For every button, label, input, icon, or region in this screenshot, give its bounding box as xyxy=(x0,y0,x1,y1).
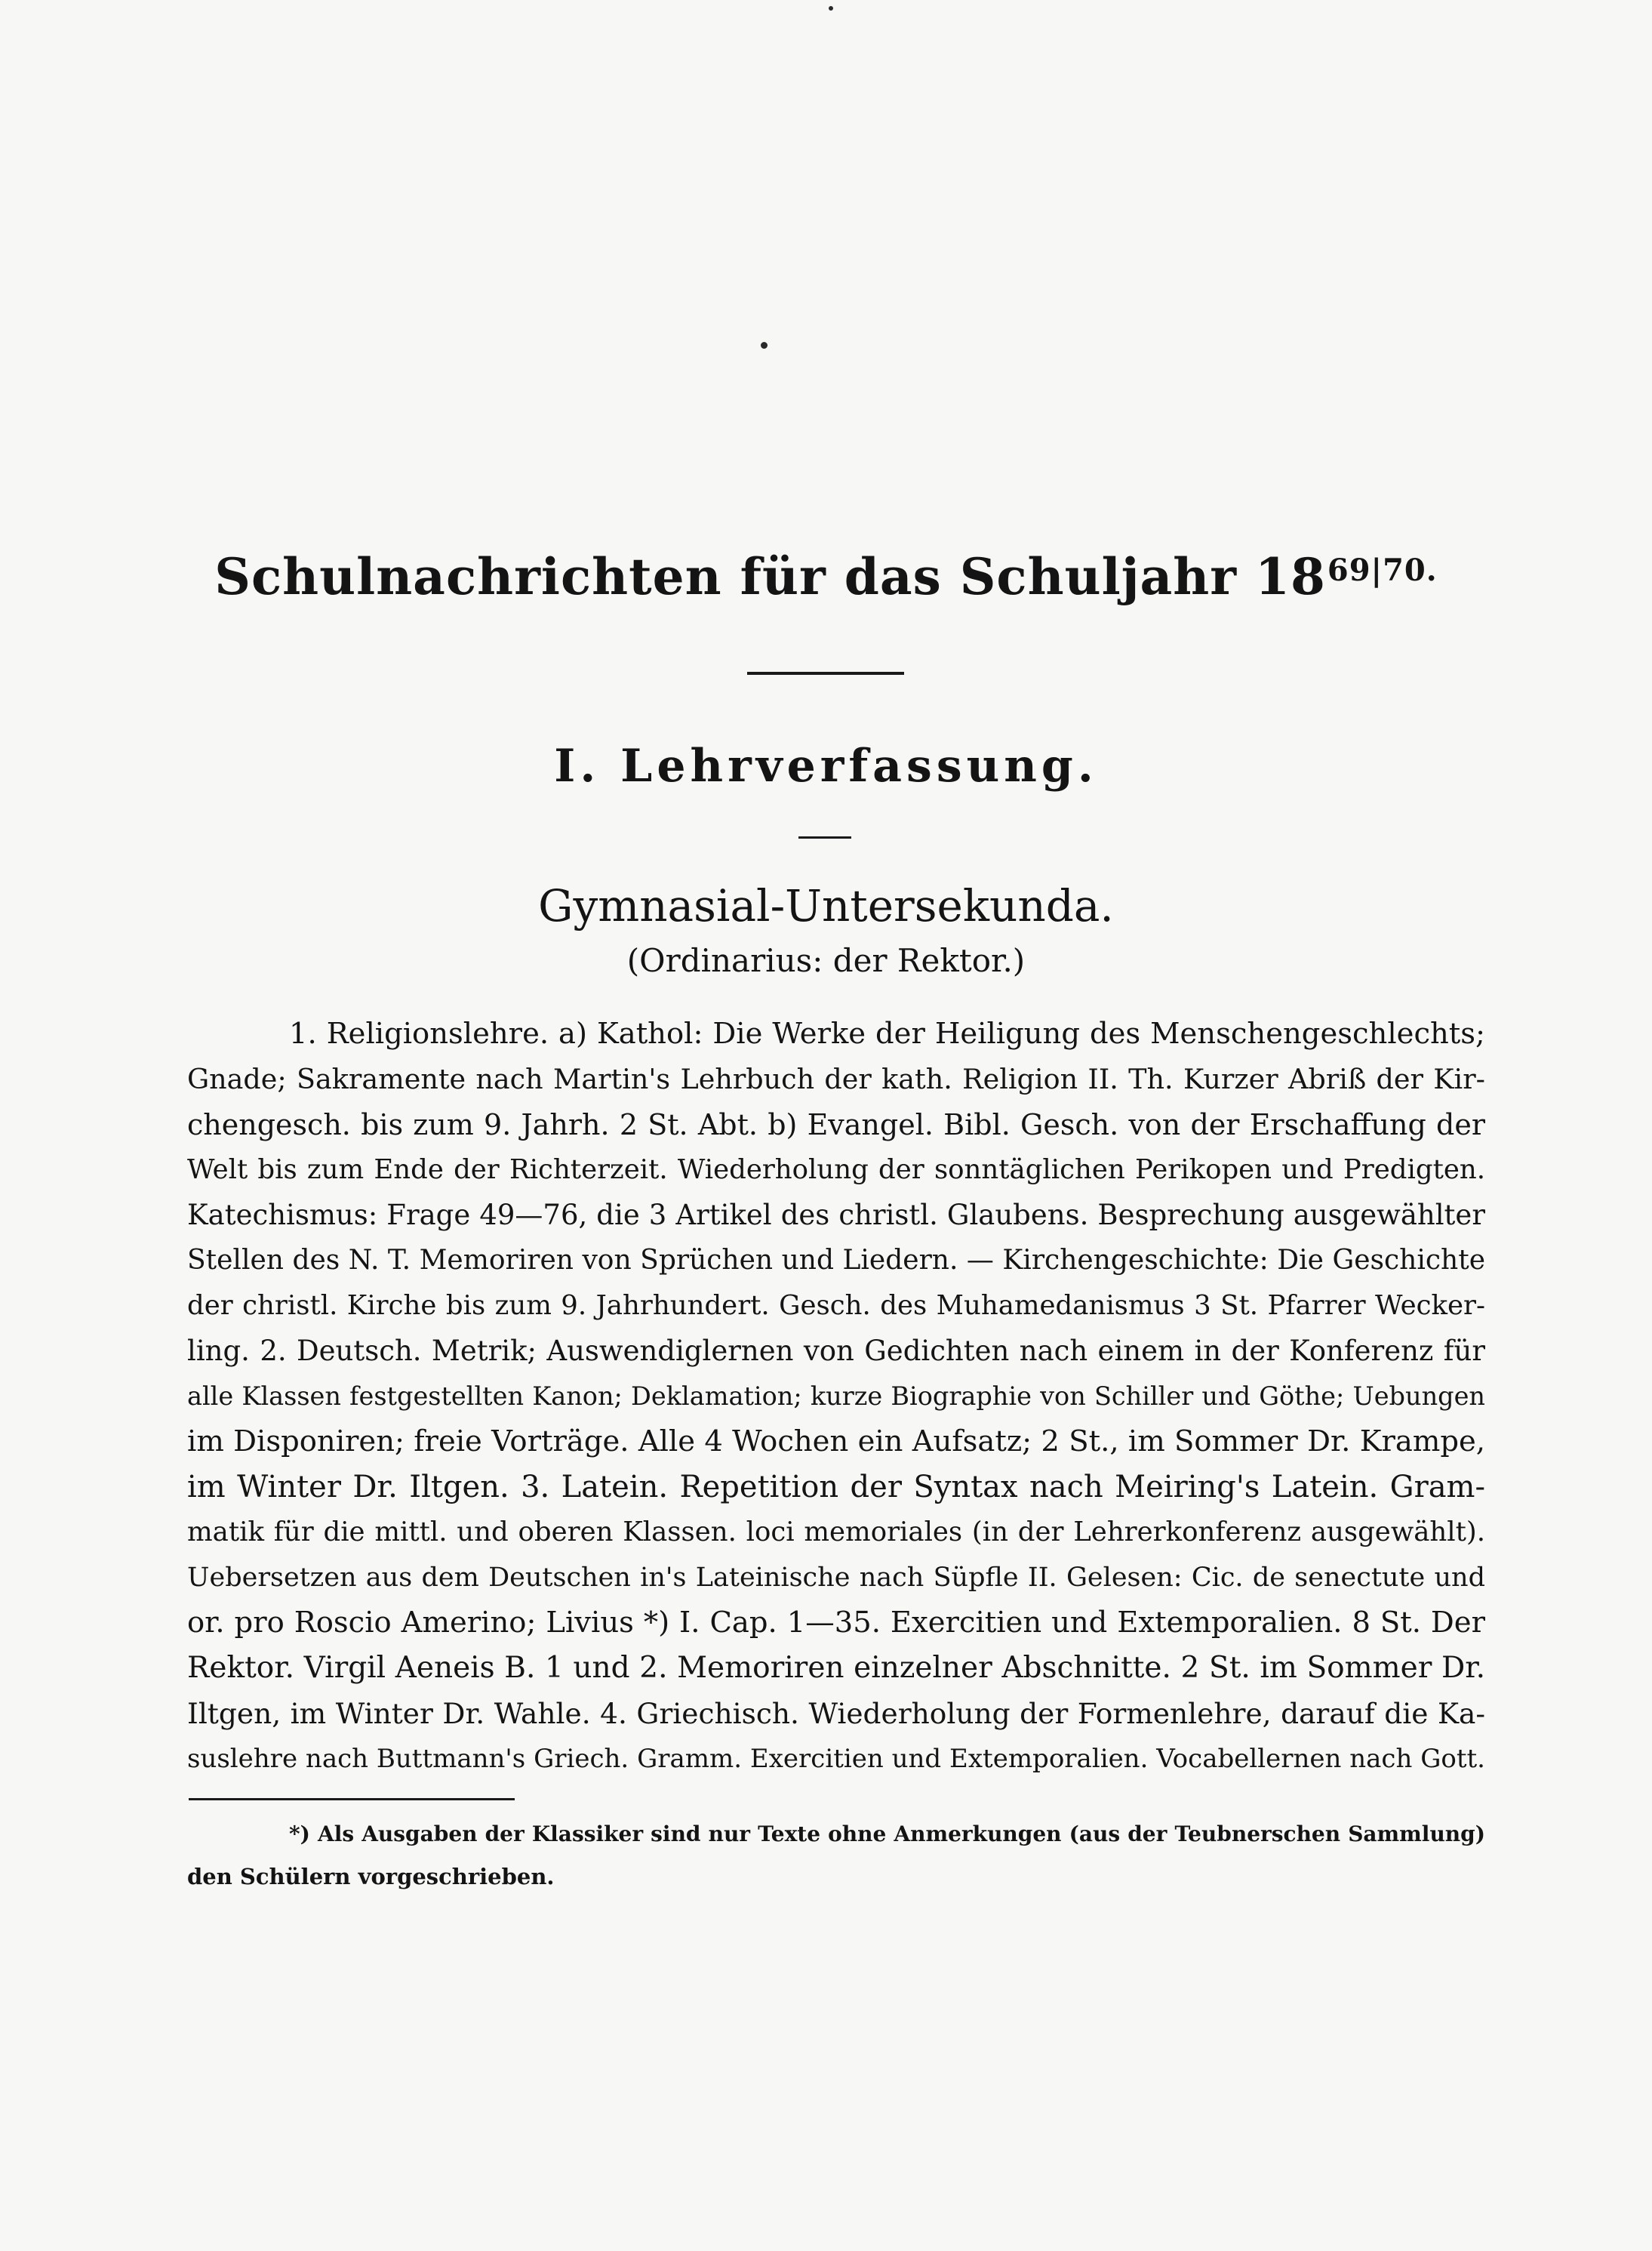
ink-speck xyxy=(761,342,768,349)
page-title xyxy=(0,547,1652,606)
ink-speck xyxy=(829,6,833,11)
body-line: alle Klassen festgestellten Kanon; Deklamation; kurze Biographie von Schiller und Göthe; Uebungen xyxy=(187,1381,1485,1411)
divider-rule xyxy=(798,836,851,839)
divider-rule xyxy=(747,672,904,675)
footnote-rule xyxy=(189,1798,515,1800)
footnote-line: *) Als Ausgaben der Klassiker sind nur Texte ohne Anmerkungen (aus der Teubnerschen Sammlung) xyxy=(289,1821,1485,1846)
class-heading: Gymnasial-Untersekunda. xyxy=(538,880,1114,932)
footnote xyxy=(187,1813,1485,1898)
body-line: Iltgen, im Winter Dr. Wahle. 4. Griechisch. Wiederholung der Formenlehre, darauf die Ka- xyxy=(187,1697,1485,1730)
footnote-line: den Schülern vorgeschrieben. xyxy=(187,1864,555,1889)
body-line: Gnade; Sakramente nach Martin's Lehrbuch der kath. Religion II. Th. Kurzer Abriß der Kir- xyxy=(187,1063,1485,1095)
body-line: Uebersetzen aus dem Deutschen in's Lateinische nach Süpfle II. Gelesen: Cic. de senectute und xyxy=(187,1563,1485,1593)
body-line: suslehre nach Buttmann's Griech. Gramm. Exercitien und Extemporalien. Vocabellernen nach Gott. xyxy=(187,1744,1485,1774)
body-line: im Winter Dr. Iltgen. 3. Latein. Repetition der Syntax nach Meiring's Latein. Gram- xyxy=(187,1470,1485,1504)
section-heading: I. Lehrverfassung. xyxy=(554,740,1098,793)
title-year-fraction: 69|70. xyxy=(1327,553,1438,588)
body-line: chengesch. bis zum 9. Jahrh. 2 St. Abt. b) Evangel. Bibl. Gesch. von der Erschaffung der xyxy=(187,1108,1485,1141)
body-line: matik für die mittl. und oberen Klassen. loci memoriales (in der Lehrerkonferenz ausgewählt). xyxy=(187,1517,1485,1547)
body-line: Welt bis zum Ende der Richterzeit. Wiederholung der sonntäglichen Perikopen und Predigten. xyxy=(187,1154,1485,1185)
body-line: der christl. Kirche bis zum 9. Jahrhundert. Gesch. des Muhamedanismus 3 St. Pfarrer Wecker- xyxy=(187,1290,1485,1321)
body-line: 1. Religionslehre. a) Kathol: Die Werke der Heiligung des Menschengeschlechts; xyxy=(289,1017,1485,1051)
body-paragraph xyxy=(187,1012,1485,1781)
body-line: Rektor. Virgil Aeneis B. 1 und 2. Memoriren einzelner Abschnitte. 2 St. im Sommer Dr. xyxy=(187,1651,1485,1685)
body-line: or. pro Roscio Amerino; Livius *) I. Cap. 1—35. Exercitien und Extemporalien. 8 St. Der xyxy=(187,1606,1485,1640)
ordinarius-note: (Ordinarius: der Rektor.) xyxy=(626,942,1026,979)
body-line: Stellen des N. T. Memoriren von Sprüchen und Liedern. — Kirchengeschichte: Die Geschichte xyxy=(187,1245,1485,1276)
body-line: ling. 2. Deutsch. Metrik; Auswendiglernen von Gedichten nach einem in der Konferenz für xyxy=(187,1335,1485,1367)
body-line: Katechismus: Frage 49—76, die 3 Artikel des christl. Glaubens. Besprechung ausgewählter xyxy=(187,1199,1485,1231)
body-line: im Disponiren; freie Vorträge. Alle 4 Wochen ein Aufsatz; 2 St., im Sommer Dr. Krampe, xyxy=(187,1424,1485,1458)
title-text: Schulnachrichten für das Schuljahr 18 xyxy=(214,547,1326,606)
